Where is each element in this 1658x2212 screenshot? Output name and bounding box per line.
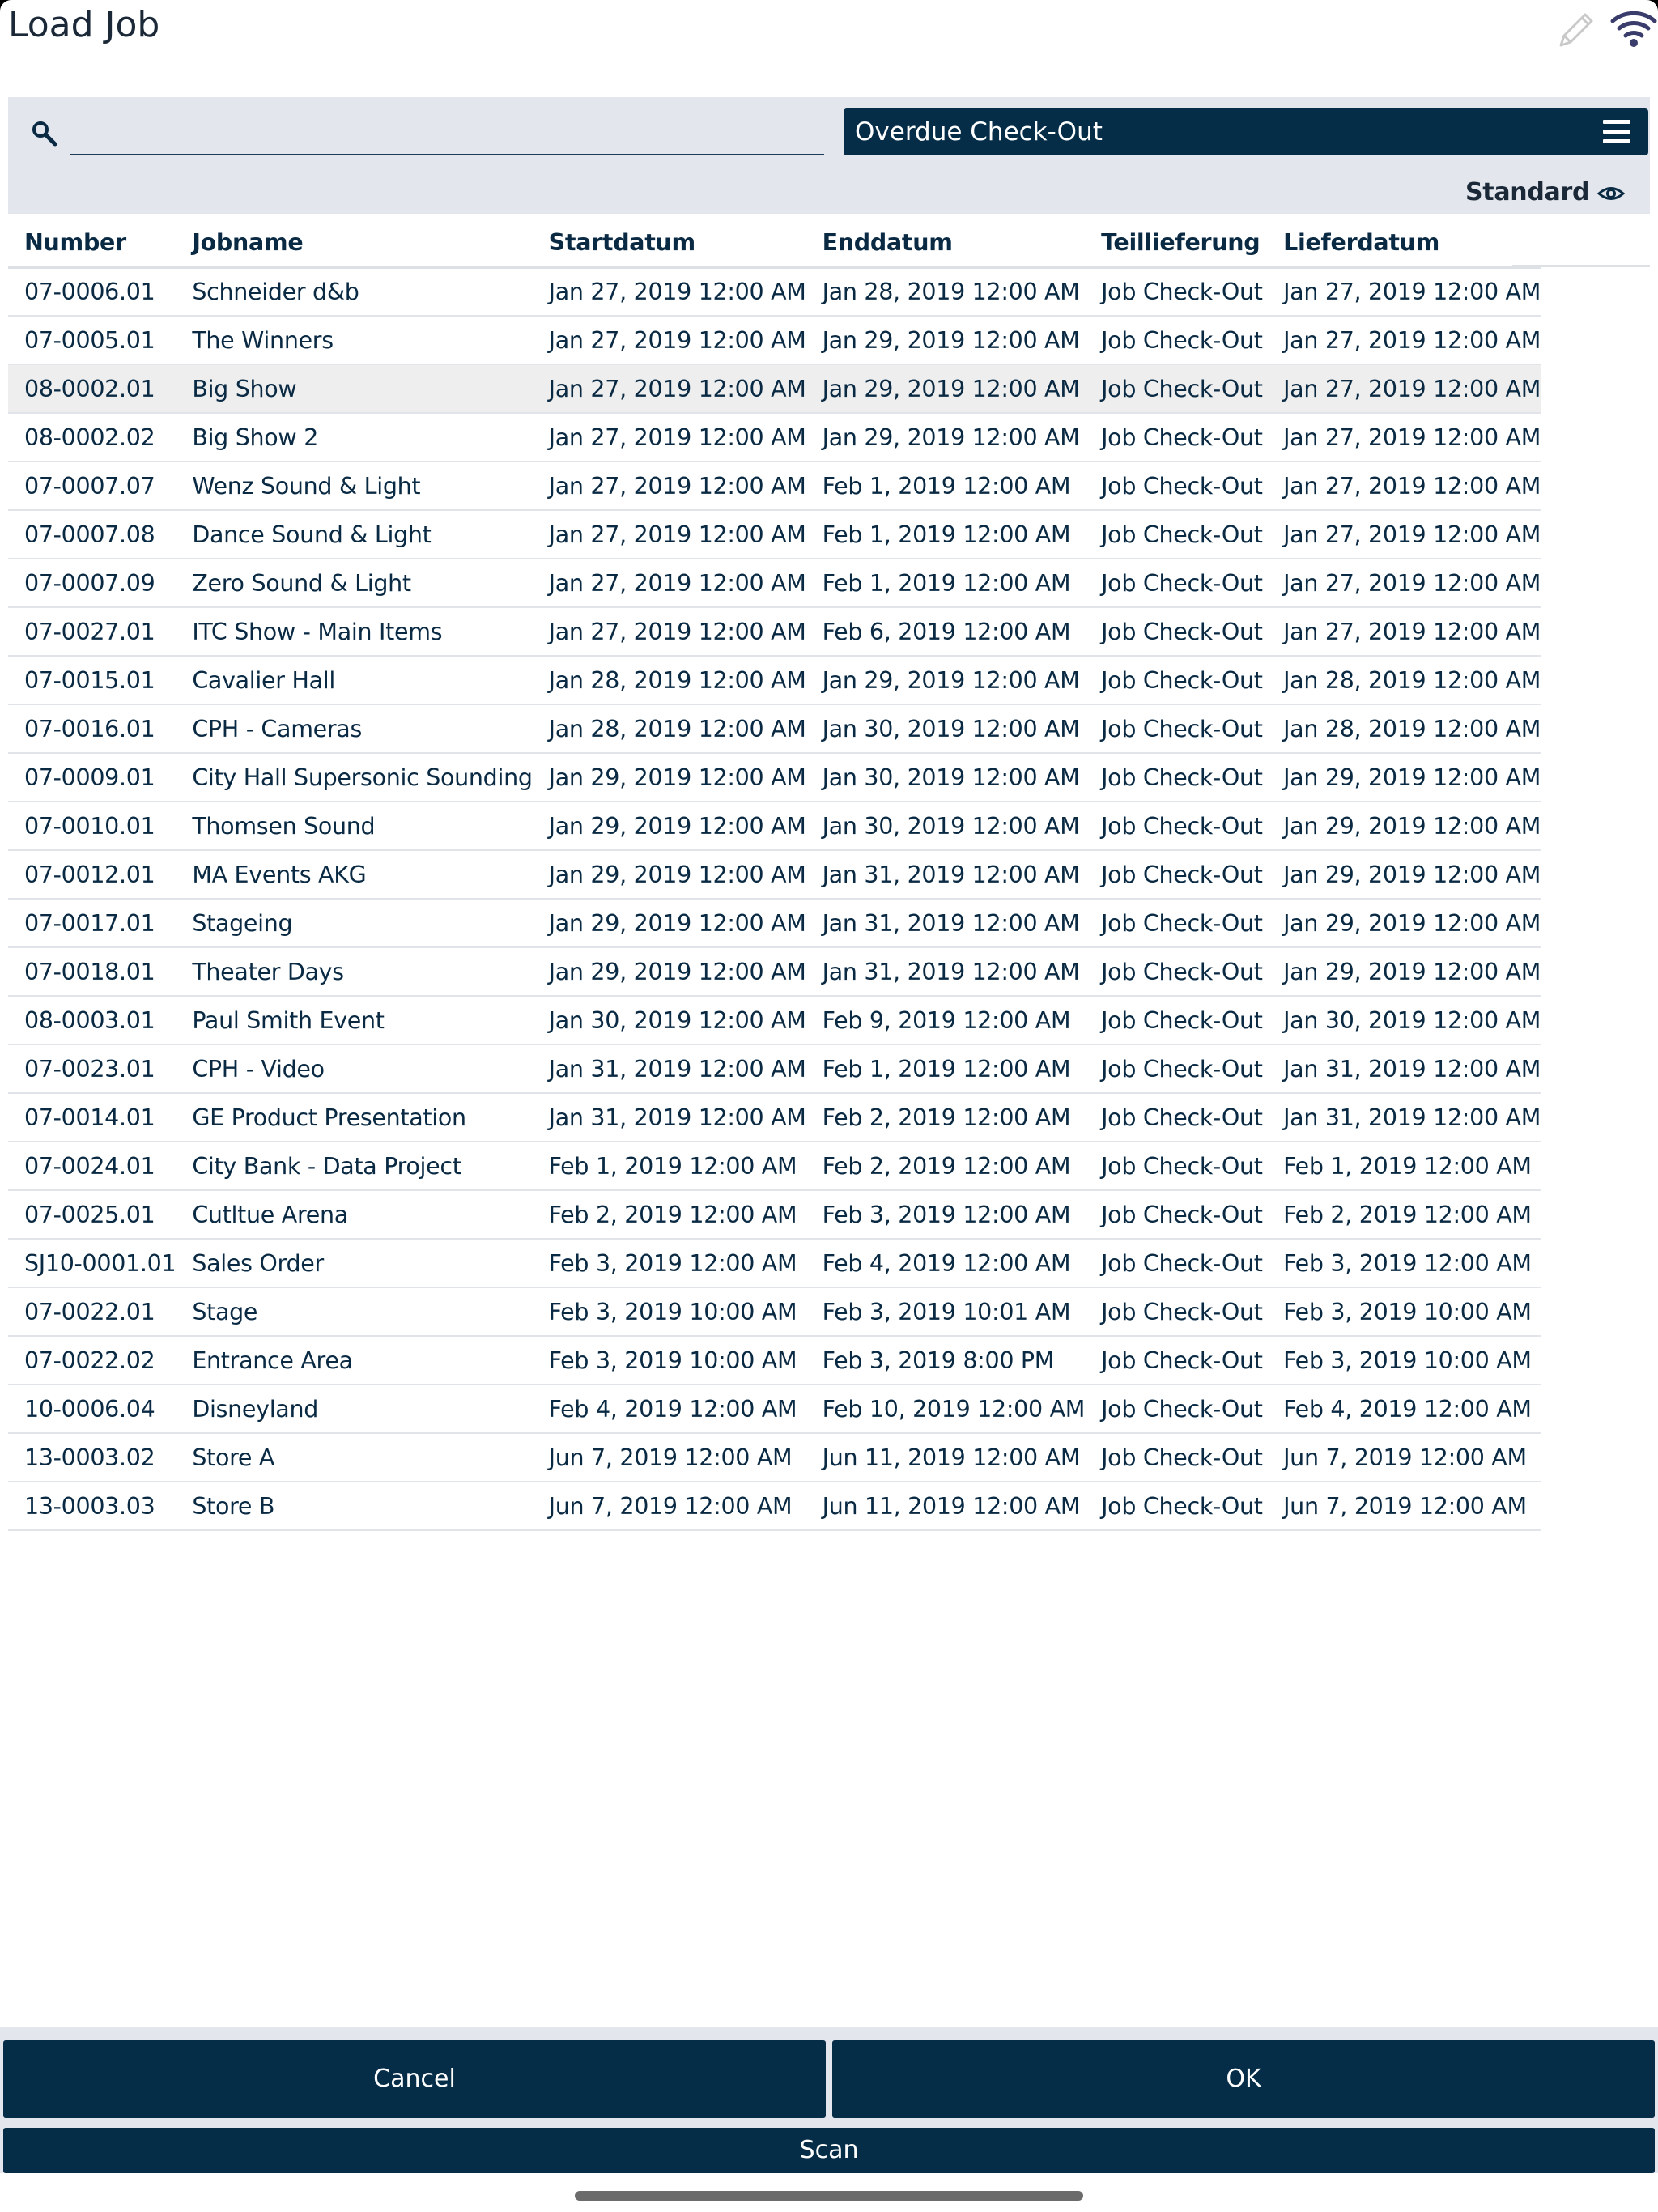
scan-button[interactable]: Scan bbox=[3, 2128, 1655, 2173]
table-cell: Jan 30, 2019 12:00 AM bbox=[533, 996, 806, 1044]
table-cell: Job Check-Out bbox=[1085, 559, 1267, 607]
filter-dropdown-label: Overdue Check-Out bbox=[855, 117, 1103, 147]
table-cell: GE Product Presentation bbox=[176, 1093, 532, 1142]
table-cell: Jan 27, 2019 12:00 AM bbox=[1267, 462, 1541, 510]
table-cell: Big Show bbox=[176, 364, 532, 413]
table-cell: Feb 3, 2019 8:00 PM bbox=[806, 1336, 1085, 1385]
table-cell: Feb 1, 2019 12:00 AM bbox=[533, 1142, 806, 1190]
table-cell: Job Check-Out bbox=[1085, 1385, 1267, 1433]
table-cell: Jan 29, 2019 12:00 AM bbox=[533, 753, 806, 802]
table-cell: SJ10-0001.01 bbox=[8, 1239, 176, 1287]
table-cell: Jan 27, 2019 12:00 AM bbox=[533, 559, 806, 607]
table-cell: 07-0014.01 bbox=[8, 1093, 176, 1142]
table-cell: Feb 1, 2019 12:00 AM bbox=[806, 1044, 1085, 1093]
table-cell: Jan 27, 2019 12:00 AM bbox=[1267, 413, 1541, 462]
table-cell: 07-0007.08 bbox=[8, 510, 176, 559]
table-cell: Jan 31, 2019 12:00 AM bbox=[1267, 1093, 1541, 1142]
table-cell: Disneyland bbox=[176, 1385, 532, 1433]
table-cell: 08-0002.02 bbox=[8, 413, 176, 462]
table-cell: 07-0007.09 bbox=[8, 559, 176, 607]
table-cell: Feb 3, 2019 12:00 AM bbox=[1267, 1239, 1541, 1287]
table-cell: Job Check-Out bbox=[1085, 462, 1267, 510]
table-cell: Feb 3, 2019 12:00 AM bbox=[806, 1190, 1085, 1239]
table-cell: Store A bbox=[176, 1433, 532, 1482]
table-row[interactable] bbox=[8, 802, 1541, 850]
table-cell: 07-0009.01 bbox=[8, 753, 176, 802]
table-cell: Jan 31, 2019 12:00 AM bbox=[806, 850, 1085, 899]
table-cell: Cutltue Arena bbox=[176, 1190, 532, 1239]
table-cell: Jan 27, 2019 12:00 AM bbox=[1267, 316, 1541, 364]
table-cell: Paul Smith Event bbox=[176, 996, 532, 1044]
table-cell: Jun 11, 2019 12:00 AM bbox=[806, 1482, 1085, 1530]
table-cell: Feb 3, 2019 10:00 AM bbox=[1267, 1287, 1541, 1336]
table-row[interactable] bbox=[8, 1142, 1541, 1190]
table-cell: 07-0022.02 bbox=[8, 1336, 176, 1385]
table-cell: Feb 3, 2019 10:00 AM bbox=[533, 1336, 806, 1385]
table-cell: Feb 2, 2019 12:00 AM bbox=[806, 1142, 1085, 1190]
table-cell: Dance Sound & Light bbox=[176, 510, 532, 559]
table-cell: Job Check-Out bbox=[1085, 1093, 1267, 1142]
table-cell: MA Events AKG bbox=[176, 850, 532, 899]
table-row[interactable] bbox=[8, 1385, 1541, 1433]
table-cell: 08-0003.01 bbox=[8, 996, 176, 1044]
column-header[interactable]: Lieferdatum bbox=[1267, 219, 1541, 267]
table-cell: Jan 29, 2019 12:00 AM bbox=[806, 316, 1085, 364]
table-cell: Job Check-Out bbox=[1085, 1433, 1267, 1482]
ok-button[interactable]: OK bbox=[832, 2040, 1655, 2118]
table-cell: 13-0003.02 bbox=[8, 1433, 176, 1482]
table-row[interactable] bbox=[8, 1482, 1541, 1530]
table-cell: Feb 1, 2019 12:00 AM bbox=[806, 510, 1085, 559]
table-row[interactable] bbox=[8, 753, 1541, 802]
table-cell: Entrance Area bbox=[176, 1336, 532, 1385]
table-row[interactable] bbox=[8, 364, 1541, 413]
table-cell: Cavalier Hall bbox=[176, 656, 532, 704]
column-header[interactable]: Teillieferung bbox=[1085, 219, 1267, 267]
table-cell: Jan 27, 2019 12:00 AM bbox=[1267, 364, 1541, 413]
table-cell: Feb 1, 2019 12:00 AM bbox=[806, 559, 1085, 607]
table-cell: Jan 31, 2019 12:00 AM bbox=[533, 1093, 806, 1142]
table-cell: Jan 30, 2019 12:00 AM bbox=[806, 802, 1085, 850]
table-cell: 08-0002.01 bbox=[8, 364, 176, 413]
table-row[interactable] bbox=[8, 510, 1541, 559]
table-cell: Jan 27, 2019 12:00 AM bbox=[533, 316, 806, 364]
table-cell: 07-0006.01 bbox=[8, 267, 176, 316]
table-row[interactable] bbox=[8, 559, 1541, 607]
table-cell: Job Check-Out bbox=[1085, 1044, 1267, 1093]
table-cell: 07-0024.01 bbox=[8, 1142, 176, 1190]
table-cell: Stage bbox=[176, 1287, 532, 1336]
table-cell: Feb 4, 2019 12:00 AM bbox=[533, 1385, 806, 1433]
table-cell: Job Check-Out bbox=[1085, 364, 1267, 413]
table-cell: Job Check-Out bbox=[1085, 316, 1267, 364]
table-cell: Jan 27, 2019 12:00 AM bbox=[1267, 607, 1541, 656]
filter-panel bbox=[8, 97, 1650, 214]
table-cell: Jan 31, 2019 12:00 AM bbox=[533, 1044, 806, 1093]
table-cell: Job Check-Out bbox=[1085, 510, 1267, 559]
table-row[interactable] bbox=[8, 1239, 1541, 1287]
table-cell: Feb 1, 2019 12:00 AM bbox=[806, 462, 1085, 510]
table-cell: Jan 27, 2019 12:00 AM bbox=[1267, 559, 1541, 607]
table-cell: Jan 29, 2019 12:00 AM bbox=[1267, 850, 1541, 899]
table-cell: 07-0018.01 bbox=[8, 947, 176, 996]
table-cell: Job Check-Out bbox=[1085, 413, 1267, 462]
table-cell: Jan 29, 2019 12:00 AM bbox=[533, 802, 806, 850]
table-cell: Feb 2, 2019 12:00 AM bbox=[533, 1190, 806, 1239]
column-header[interactable]: Enddatum bbox=[806, 219, 1085, 267]
table-cell: Job Check-Out bbox=[1085, 996, 1267, 1044]
search-input[interactable] bbox=[70, 113, 824, 155]
table-row[interactable] bbox=[8, 1044, 1541, 1093]
table-row[interactable] bbox=[8, 1433, 1541, 1482]
table-cell: Jan 29, 2019 12:00 AM bbox=[533, 947, 806, 996]
table-row[interactable] bbox=[8, 899, 1541, 947]
table-cell: 07-0012.01 bbox=[8, 850, 176, 899]
table-cell: Jan 27, 2019 12:00 AM bbox=[533, 364, 806, 413]
pencil-icon[interactable] bbox=[1553, 6, 1600, 53]
table-cell: Job Check-Out bbox=[1085, 1190, 1267, 1239]
table-cell: Job Check-Out bbox=[1085, 1142, 1267, 1190]
table-cell: Jan 29, 2019 12:00 AM bbox=[806, 413, 1085, 462]
table-cell: Jun 7, 2019 12:00 AM bbox=[1267, 1482, 1541, 1530]
table-cell: Wenz Sound & Light bbox=[176, 462, 532, 510]
table-cell: Job Check-Out bbox=[1085, 267, 1267, 316]
table-cell: Job Check-Out bbox=[1085, 1482, 1267, 1530]
table-cell: 07-0015.01 bbox=[8, 656, 176, 704]
table-cell: Jan 27, 2019 12:00 AM bbox=[1267, 510, 1541, 559]
table-row[interactable] bbox=[8, 607, 1541, 656]
table-row[interactable] bbox=[8, 1093, 1541, 1142]
table-cell: ITC Show - Main Items bbox=[176, 607, 532, 656]
table-cell: Store B bbox=[176, 1482, 532, 1530]
table-row[interactable] bbox=[8, 1190, 1541, 1239]
header-divider bbox=[1512, 265, 1650, 267]
hamburger-icon[interactable] bbox=[1603, 120, 1630, 144]
table-cell: Jan 30, 2019 12:00 AM bbox=[1267, 996, 1541, 1044]
table-cell: Job Check-Out bbox=[1085, 704, 1267, 753]
table-cell: 07-0017.01 bbox=[8, 899, 176, 947]
table-cell: Jun 11, 2019 12:00 AM bbox=[806, 1433, 1085, 1482]
table-cell: 07-0005.01 bbox=[8, 316, 176, 364]
view-label[interactable]: Standard bbox=[1465, 178, 1590, 206]
table-cell: Job Check-Out bbox=[1085, 607, 1267, 656]
table-row[interactable] bbox=[8, 267, 1541, 316]
table-header-row bbox=[8, 219, 1541, 267]
table-cell: Jan 31, 2019 12:00 AM bbox=[1267, 1044, 1541, 1093]
table-cell: CPH - Cameras bbox=[176, 704, 532, 753]
table-cell: Zero Sound & Light bbox=[176, 559, 532, 607]
table-cell: Jan 29, 2019 12:00 AM bbox=[533, 850, 806, 899]
search-icon[interactable] bbox=[29, 118, 62, 151]
table-cell: Schneider d&b bbox=[176, 267, 532, 316]
table-row[interactable] bbox=[8, 996, 1541, 1044]
column-header[interactable]: Jobname bbox=[176, 219, 532, 267]
table-cell: Feb 6, 2019 12:00 AM bbox=[806, 607, 1085, 656]
filter-dropdown[interactable] bbox=[844, 108, 1648, 155]
table-cell: Jun 7, 2019 12:00 AM bbox=[1267, 1433, 1541, 1482]
table-cell: 07-0025.01 bbox=[8, 1190, 176, 1239]
table-cell: Jan 29, 2019 12:00 AM bbox=[1267, 802, 1541, 850]
table-cell: The Winners bbox=[176, 316, 532, 364]
table-cell: Feb 3, 2019 10:00 AM bbox=[533, 1287, 806, 1336]
column-header[interactable]: Number bbox=[8, 219, 176, 267]
table-cell: Feb 4, 2019 12:00 AM bbox=[1267, 1385, 1541, 1433]
table-cell: Jan 28, 2019 12:00 AM bbox=[1267, 656, 1541, 704]
table-row[interactable] bbox=[8, 656, 1541, 704]
table-cell: 07-0007.07 bbox=[8, 462, 176, 510]
table-cell: Jun 7, 2019 12:00 AM bbox=[533, 1482, 806, 1530]
table-cell: Jan 31, 2019 12:00 AM bbox=[806, 947, 1085, 996]
home-indicator[interactable] bbox=[575, 2191, 1083, 2201]
table-cell: Feb 3, 2019 10:01 AM bbox=[806, 1287, 1085, 1336]
table-cell: 13-0003.03 bbox=[8, 1482, 176, 1530]
page-title: Load Job bbox=[8, 4, 160, 45]
table-cell: Job Check-Out bbox=[1085, 1287, 1267, 1336]
table-cell: Theater Days bbox=[176, 947, 532, 996]
table-cell: Feb 2, 2019 12:00 AM bbox=[806, 1093, 1085, 1142]
table-row[interactable] bbox=[8, 462, 1541, 510]
table-cell: 07-0010.01 bbox=[8, 802, 176, 850]
table-cell: Feb 1, 2019 12:00 AM bbox=[1267, 1142, 1541, 1190]
table-cell: Thomsen Sound bbox=[176, 802, 532, 850]
table-cell: Jan 27, 2019 12:00 AM bbox=[533, 607, 806, 656]
wifi-icon bbox=[1609, 5, 1658, 49]
table-cell: Job Check-Out bbox=[1085, 947, 1267, 996]
table-cell: Jan 27, 2019 12:00 AM bbox=[533, 267, 806, 316]
table-cell: 07-0023.01 bbox=[8, 1044, 176, 1093]
table-cell: Jan 29, 2019 12:00 AM bbox=[806, 656, 1085, 704]
table-cell: 07-0027.01 bbox=[8, 607, 176, 656]
table-cell: Feb 4, 2019 12:00 AM bbox=[806, 1239, 1085, 1287]
table-cell: Jan 28, 2019 12:00 AM bbox=[1267, 704, 1541, 753]
table-row[interactable] bbox=[8, 316, 1541, 364]
table-cell: Jan 27, 2019 12:00 AM bbox=[533, 510, 806, 559]
table-cell: Jan 28, 2019 12:00 AM bbox=[533, 704, 806, 753]
table-cell: Job Check-Out bbox=[1085, 802, 1267, 850]
table-cell: Jan 30, 2019 12:00 AM bbox=[806, 704, 1085, 753]
table-cell: Sales Order bbox=[176, 1239, 532, 1287]
cancel-button[interactable]: Cancel bbox=[3, 2040, 826, 2118]
table-cell: Jan 29, 2019 12:00 AM bbox=[1267, 947, 1541, 996]
table-cell: City Hall Supersonic Sounding bbox=[176, 753, 532, 802]
table-cell: Feb 3, 2019 10:00 AM bbox=[1267, 1336, 1541, 1385]
table-cell: 10-0006.04 bbox=[8, 1385, 176, 1433]
table-cell: Jan 31, 2019 12:00 AM bbox=[806, 899, 1085, 947]
table-cell: Jan 28, 2019 12:00 AM bbox=[806, 267, 1085, 316]
table-cell: Big Show 2 bbox=[176, 413, 532, 462]
table-cell: Feb 2, 2019 12:00 AM bbox=[1267, 1190, 1541, 1239]
table-cell: Jan 29, 2019 12:00 AM bbox=[533, 899, 806, 947]
table-cell: Jun 7, 2019 12:00 AM bbox=[533, 1433, 806, 1482]
table-row[interactable] bbox=[8, 947, 1541, 996]
jobs-table bbox=[8, 219, 1541, 1531]
table-cell: Jan 29, 2019 12:00 AM bbox=[1267, 753, 1541, 802]
table-row[interactable] bbox=[8, 850, 1541, 899]
eye-icon[interactable] bbox=[1596, 181, 1626, 206]
table-cell: Jan 28, 2019 12:00 AM bbox=[533, 656, 806, 704]
table-cell: Jan 27, 2019 12:00 AM bbox=[1267, 267, 1541, 316]
table-cell: Stageing bbox=[176, 899, 532, 947]
table-cell: Job Check-Out bbox=[1085, 753, 1267, 802]
table-cell: Feb 3, 2019 12:00 AM bbox=[533, 1239, 806, 1287]
footer-bar bbox=[0, 2027, 1658, 2173]
table-cell: Job Check-Out bbox=[1085, 1336, 1267, 1385]
table-cell: 07-0022.01 bbox=[8, 1287, 176, 1336]
table-cell: Job Check-Out bbox=[1085, 850, 1267, 899]
table-cell: Jan 29, 2019 12:00 AM bbox=[806, 364, 1085, 413]
table-cell: Feb 10, 2019 12:00 AM bbox=[806, 1385, 1085, 1433]
table-cell: CPH - Video bbox=[176, 1044, 532, 1093]
table-cell: City Bank - Data Project bbox=[176, 1142, 532, 1190]
table-row[interactable] bbox=[8, 704, 1541, 753]
column-header[interactable]: Startdatum bbox=[533, 219, 806, 267]
table-cell: Job Check-Out bbox=[1085, 1239, 1267, 1287]
table-row[interactable] bbox=[8, 1336, 1541, 1385]
table-cell: Jan 30, 2019 12:00 AM bbox=[806, 753, 1085, 802]
table-cell: Feb 9, 2019 12:00 AM bbox=[806, 996, 1085, 1044]
table-cell: 07-0016.01 bbox=[8, 704, 176, 753]
table-cell: Jan 27, 2019 12:00 AM bbox=[533, 462, 806, 510]
table-row[interactable] bbox=[8, 1287, 1541, 1336]
table-cell: Jan 29, 2019 12:00 AM bbox=[1267, 899, 1541, 947]
table-cell: Job Check-Out bbox=[1085, 899, 1267, 947]
table-row[interactable] bbox=[8, 413, 1541, 462]
table-cell: Jan 27, 2019 12:00 AM bbox=[533, 413, 806, 462]
table-cell: Job Check-Out bbox=[1085, 656, 1267, 704]
